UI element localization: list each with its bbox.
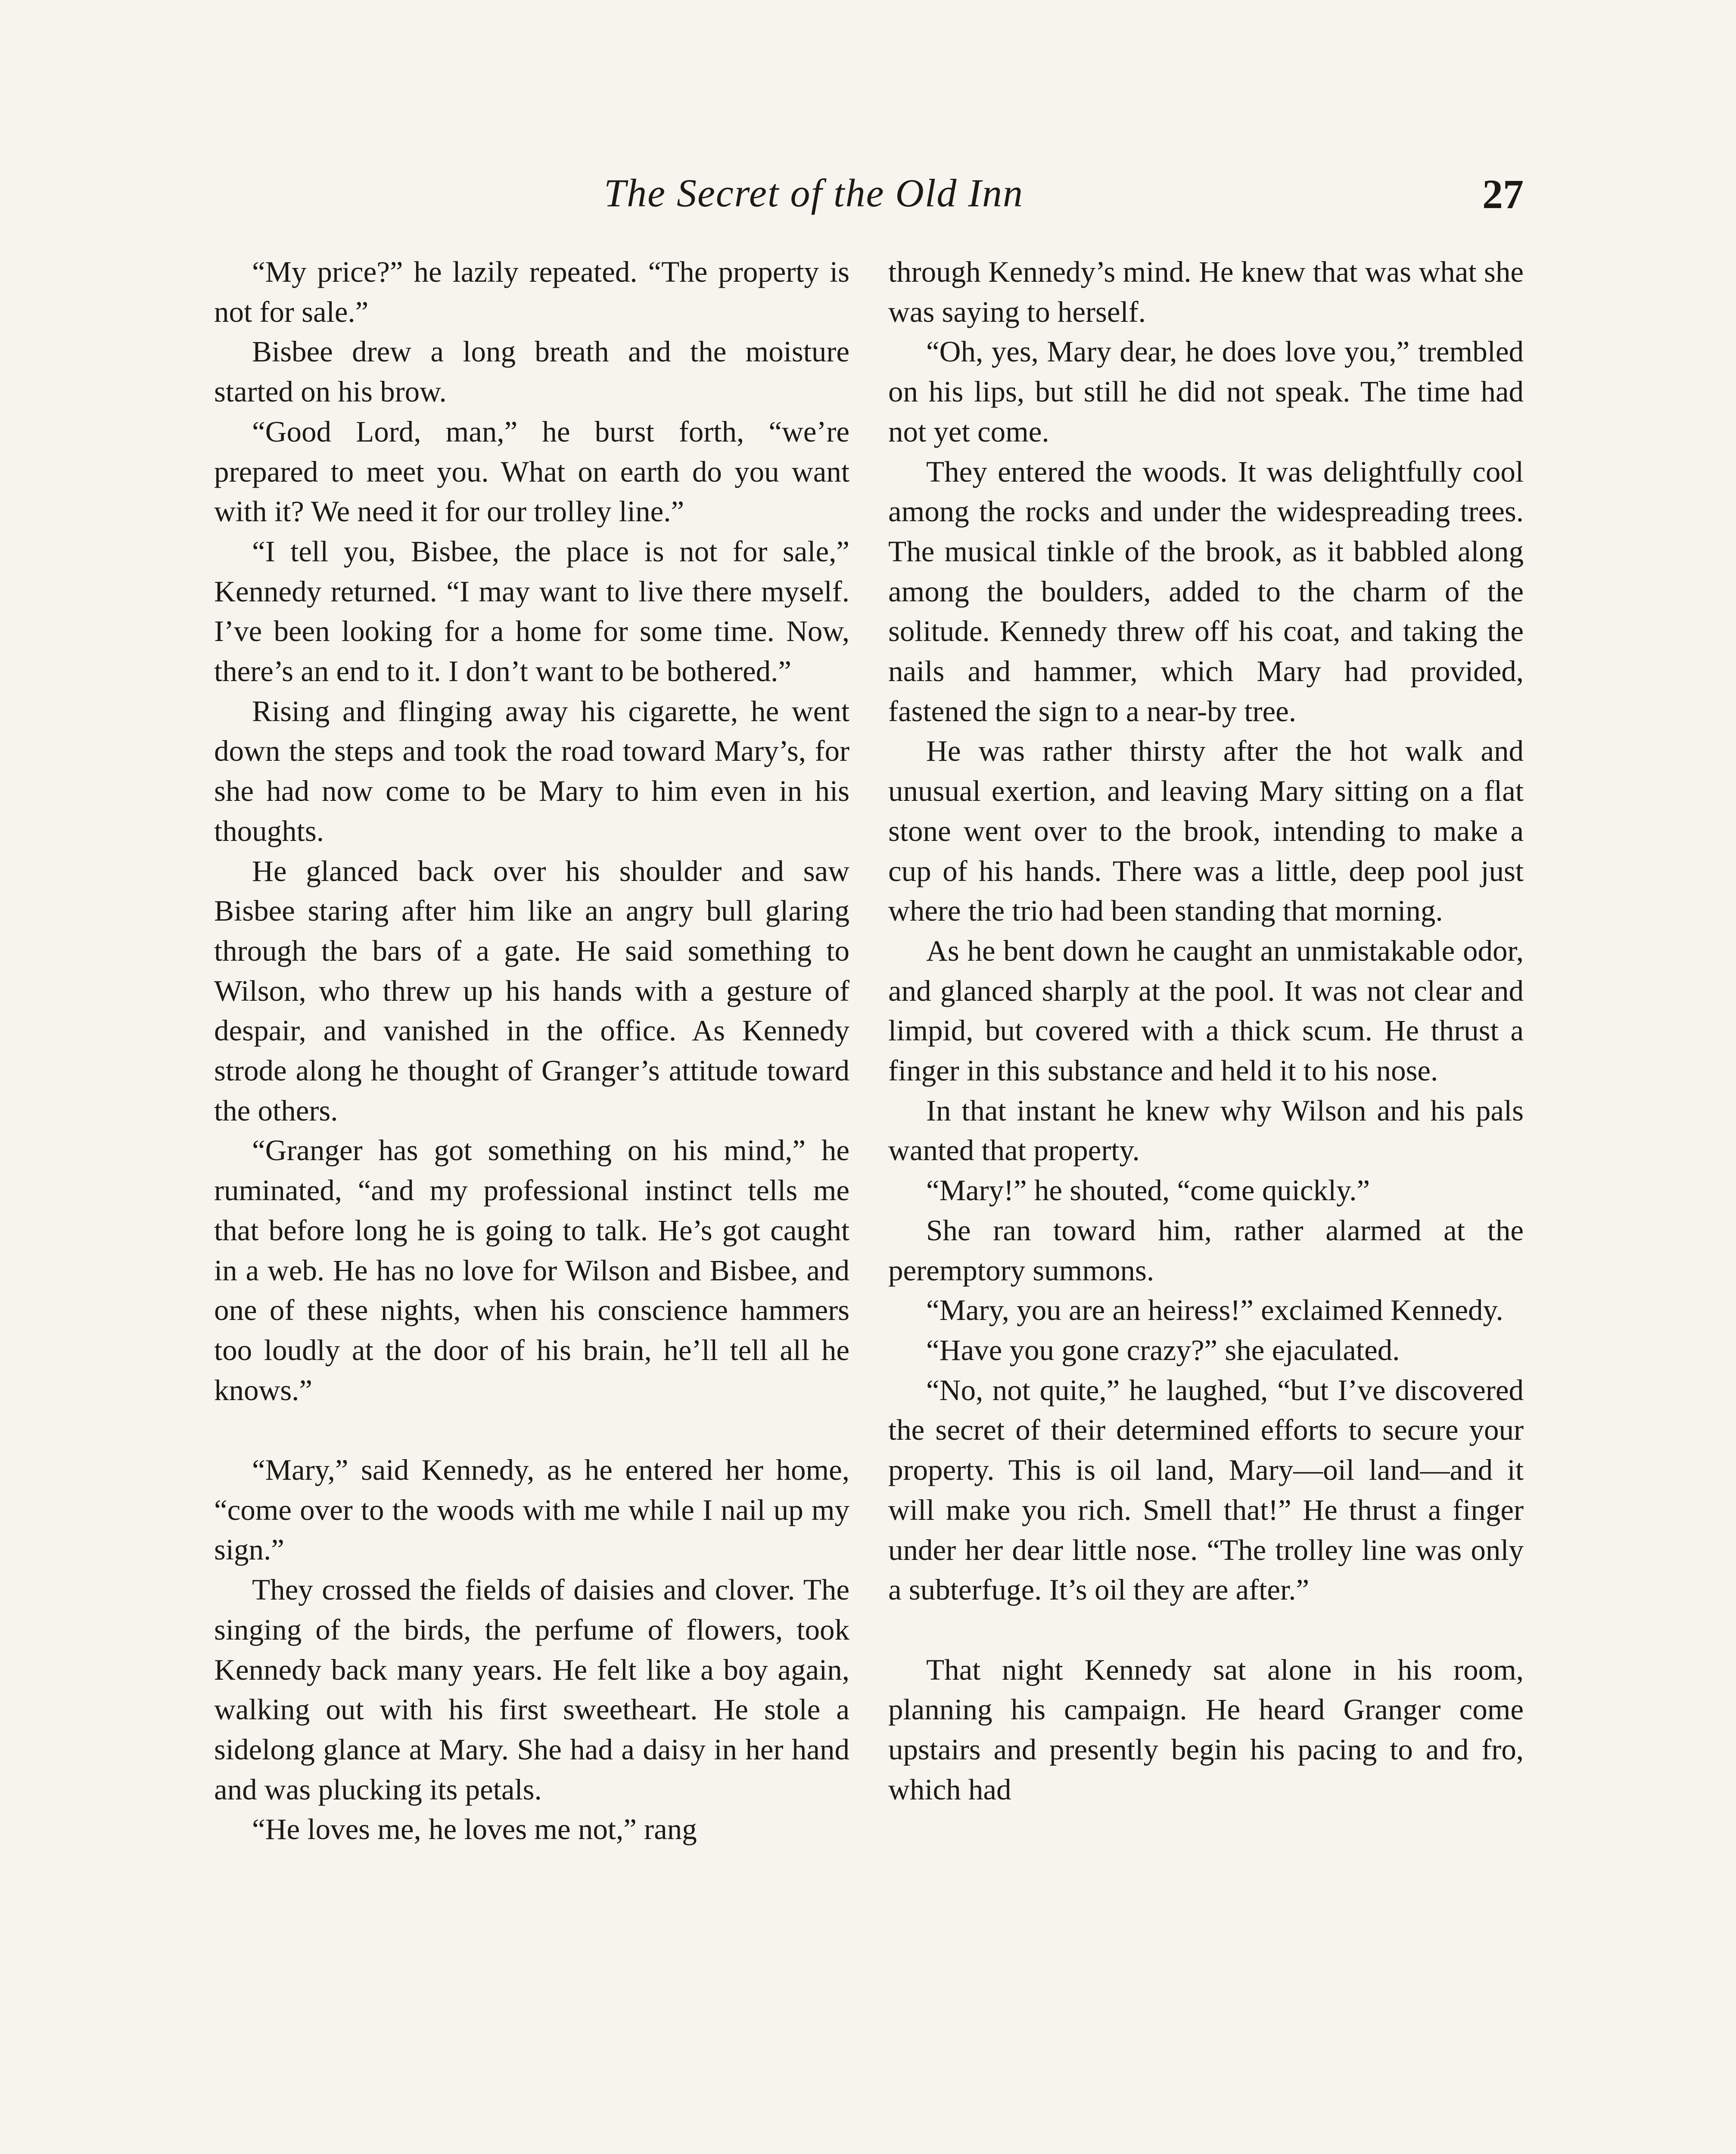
paragraph: “Mary, you are an heiress!” exclaimed Kennedy.: [926, 1294, 1503, 1327]
paragraph: “Mary!” he shouted, “come quickly.”: [926, 1174, 1370, 1207]
running-title: The Secret of the Old Inn: [604, 171, 1024, 215]
paragraph: “Granger has got something on his mind,” he ruminated, “and my professional instinct tells me that before long he is going to talk. He’s got caught in a web. He has no love for Wilson and Bisbee, and one of these nights, when his conscience hammers too loudly at the door of his brain, he’ll tell all he knows.”: [214, 1134, 849, 1407]
paragraph: “No, not quite,” he laughed, “but I’ve discovered the secret of their determined efforts to secure your property. This is oil land, Mary—oil land—and it will make you rich. Smell that!” He thrust a finger under her dear little nose. “The trolley line was only a subterfuge. It’s oil they are after.”: [888, 1373, 1524, 1606]
paragraph: That night Kennedy sat alone in his room, planning his campaign. He heard Granger come upstairs and presently begin his pacing to and fro, which had: [888, 1653, 1524, 1806]
paragraph: through Kennedy’s mind. He knew that was what she was saying to herself.: [888, 255, 1524, 328]
page-number: 27: [1482, 171, 1524, 217]
paragraph: He glanced back over his shoulder and saw Bisbee staring after him like an angry bull glaring through the bars of a gate. He said something to Wilson, who threw up his hands with a gesture of despair, and vanished in the office. As Kennedy strode along he thought of Granger’s attitude toward the others.: [214, 854, 849, 1127]
paragraph: “My price?” he lazily repeated. “The property is not for sale.”: [214, 255, 849, 328]
paragraph: Rising and flinging away his cigarette, he went down the steps and took the road toward Mary’s, for she had now come to be Mary to him even in his thoughts.: [214, 694, 849, 847]
right-column: [888, 252, 1524, 1809]
paragraph: “I tell you, Bisbee, the place is not for sale,” Kennedy returned. “I may want to live there myself. I’ve been looking for a home for some time. Now, there’s an end to it. I don’t want to be bothered.”: [214, 535, 849, 688]
paragraph: Bisbee drew a long breath and the moisture started on his brow.: [214, 335, 849, 408]
paragraph: They crossed the fields of daisies and clover. The singing of the birds, the perfume of flowers, took Kennedy back many years. He felt like a boy again, walking out with his first sweetheart. He stole a sidelong glance at Mary. She had a daisy in her hand and was plucking its petals.: [214, 1573, 849, 1806]
page-header: [214, 170, 1524, 230]
paragraph: “Oh, yes, Mary dear, he does love you,” trembled on his lips, but still he did not speak. The time had not yet come.: [888, 335, 1524, 448]
paragraph: “Good Lord, man,” he burst forth, “we’re prepared to meet you. What on earth do you want with it? We need it for our trolley line.”: [214, 415, 849, 528]
paragraph: “Have you gone crazy?” she ejaculated.: [926, 1333, 1400, 1366]
paragraph: “Mary,” said Kennedy, as he entered her home, “come over to the woods with me while I nail up my sign.”: [214, 1454, 849, 1566]
paragraph: As he bent down he caught an unmistakable odor, and glanced sharply at the pool. It was not clear and limpid, but covered with a thick scum. He thrust a finger in this substance and held it to his nose.: [888, 934, 1524, 1087]
paragraph: “He loves me, he loves me not,” rang: [252, 1813, 697, 1846]
paragraph: He was rather thirsty after the hot walk and unusual exertion, and leaving Mary sitting on a flat stone went over to the brook, intending to make a cup of his hands. There was a little, deep pool just where the trio had been standing that morning.: [888, 735, 1524, 928]
paragraph: In that instant he knew why Wilson and his pals wanted that property.: [888, 1094, 1524, 1167]
paragraph: They entered the woods. It was delightfully cool among the rocks and under the widespreading trees. The musical tinkle of the brook, as it babbled along among the boulders, added to the charm of the solitude. Kennedy threw off his coat, and taking the nails and hammer, which Mary had provided, fastened the sign to a near-by tree.: [888, 455, 1524, 728]
paragraph: She ran toward him, rather alarmed at the peremptory summons.: [888, 1214, 1524, 1287]
left-column: [214, 252, 849, 1849]
